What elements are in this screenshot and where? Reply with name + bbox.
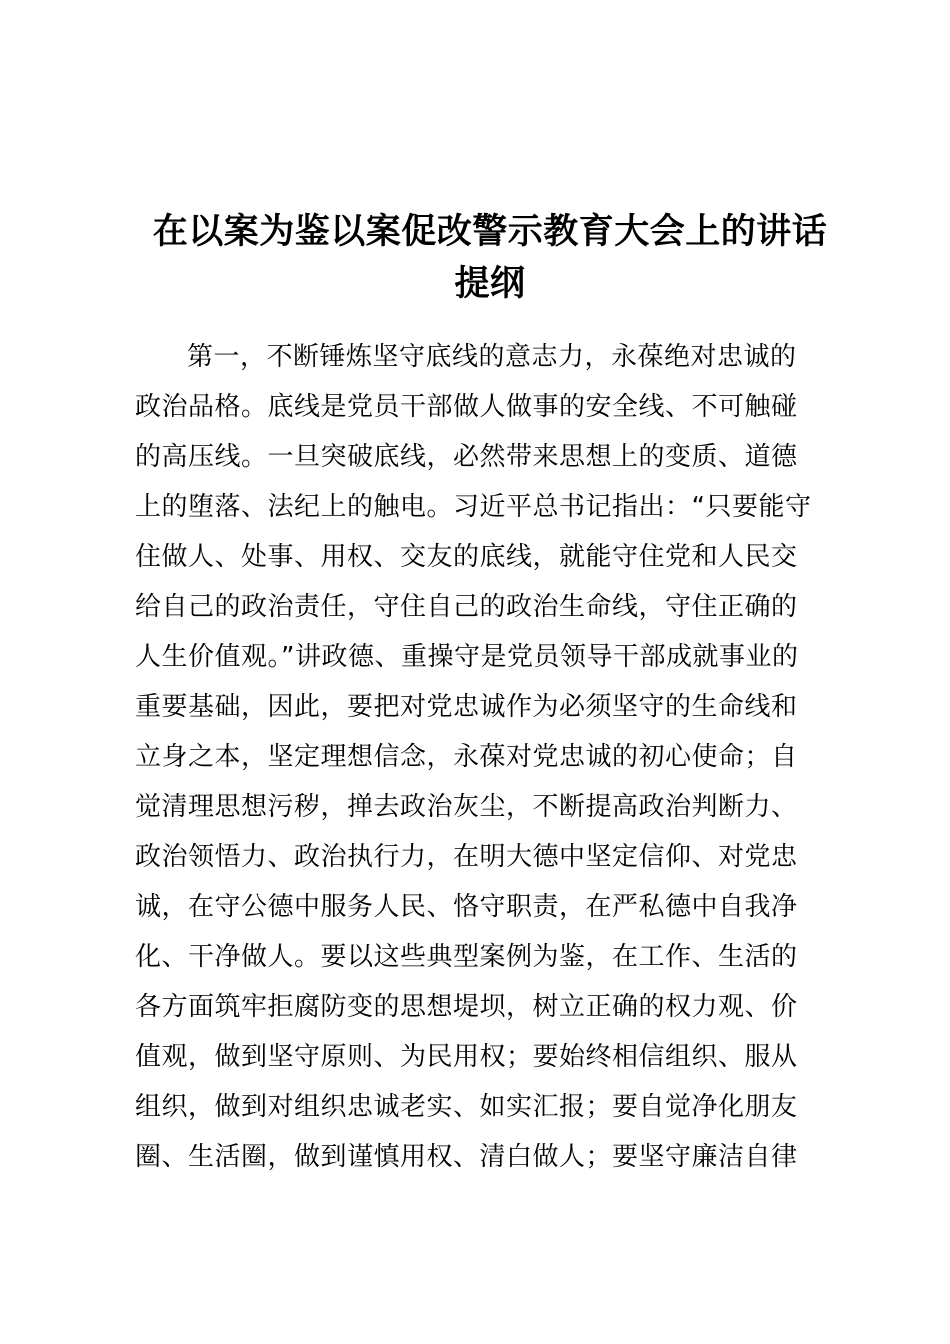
body-line: 立身之本，坚定理想信念，永葆对党忠诚的初心使命；自 xyxy=(135,742,798,772)
body-line: 组织，做到对组织忠诚老实、如实汇报；要自觉净化朋友 xyxy=(135,1092,798,1122)
title-line-2: 提纲 xyxy=(454,264,526,304)
body-line: 觉清理思想污秽，掸去政治灰尘，不断提高政治判断力、 xyxy=(135,792,798,822)
title-line-1: 在以案为鉴以案促改警示教育大会上的讲话 xyxy=(152,212,828,252)
document-body xyxy=(135,332,847,1182)
body-line: 圈、生活圈，做到谨慎用权、清白做人；要坚守廉洁自律 xyxy=(135,1142,798,1172)
body-line: 化、干净做人。要以这些典型案例为鉴，在工作、生活的 xyxy=(135,942,798,972)
body-line: 上的堕落、法纪上的触电。习近平总书记指出：“只要能守 xyxy=(135,492,812,522)
body-line: 给自己的政治责任，守住自己的政治生命线，守住正确的 xyxy=(135,592,798,622)
body-line: 重要基础，因此，要把对党忠诚作为必须坚守的生命线和 xyxy=(135,692,798,722)
body-line: 的高压线。一旦突破底线，必然带来思想上的变质、道德 xyxy=(135,442,798,472)
body-line: 各方面筑牢拒腐防变的思想堤坝，树立正确的权力观、价 xyxy=(135,992,798,1022)
body-line: 住做人、处事、用权、交友的底线，就能守住党和人民交 xyxy=(135,542,798,572)
body-line: 人生价值观。”讲政德、重操守是党员领导干部成就事业的 xyxy=(135,642,799,672)
body-line: 值观，做到坚守原则、为民用权；要始终相信组织、服从 xyxy=(135,1042,798,1072)
document-title xyxy=(120,206,860,310)
body-line: 政治领悟力、政治执行力，在明大德中坚定信仰、对党忠 xyxy=(135,842,798,872)
body-line: 政治品格。底线是党员干部做人做事的安全线、不可触碰 xyxy=(135,392,798,422)
body-line: 第一，不断锤炼坚守底线的意志力，永葆绝对忠诚的 xyxy=(187,342,797,372)
body-line: 诚，在守公德中服务人民、恪守职责，在严私德中自我净 xyxy=(135,892,798,922)
